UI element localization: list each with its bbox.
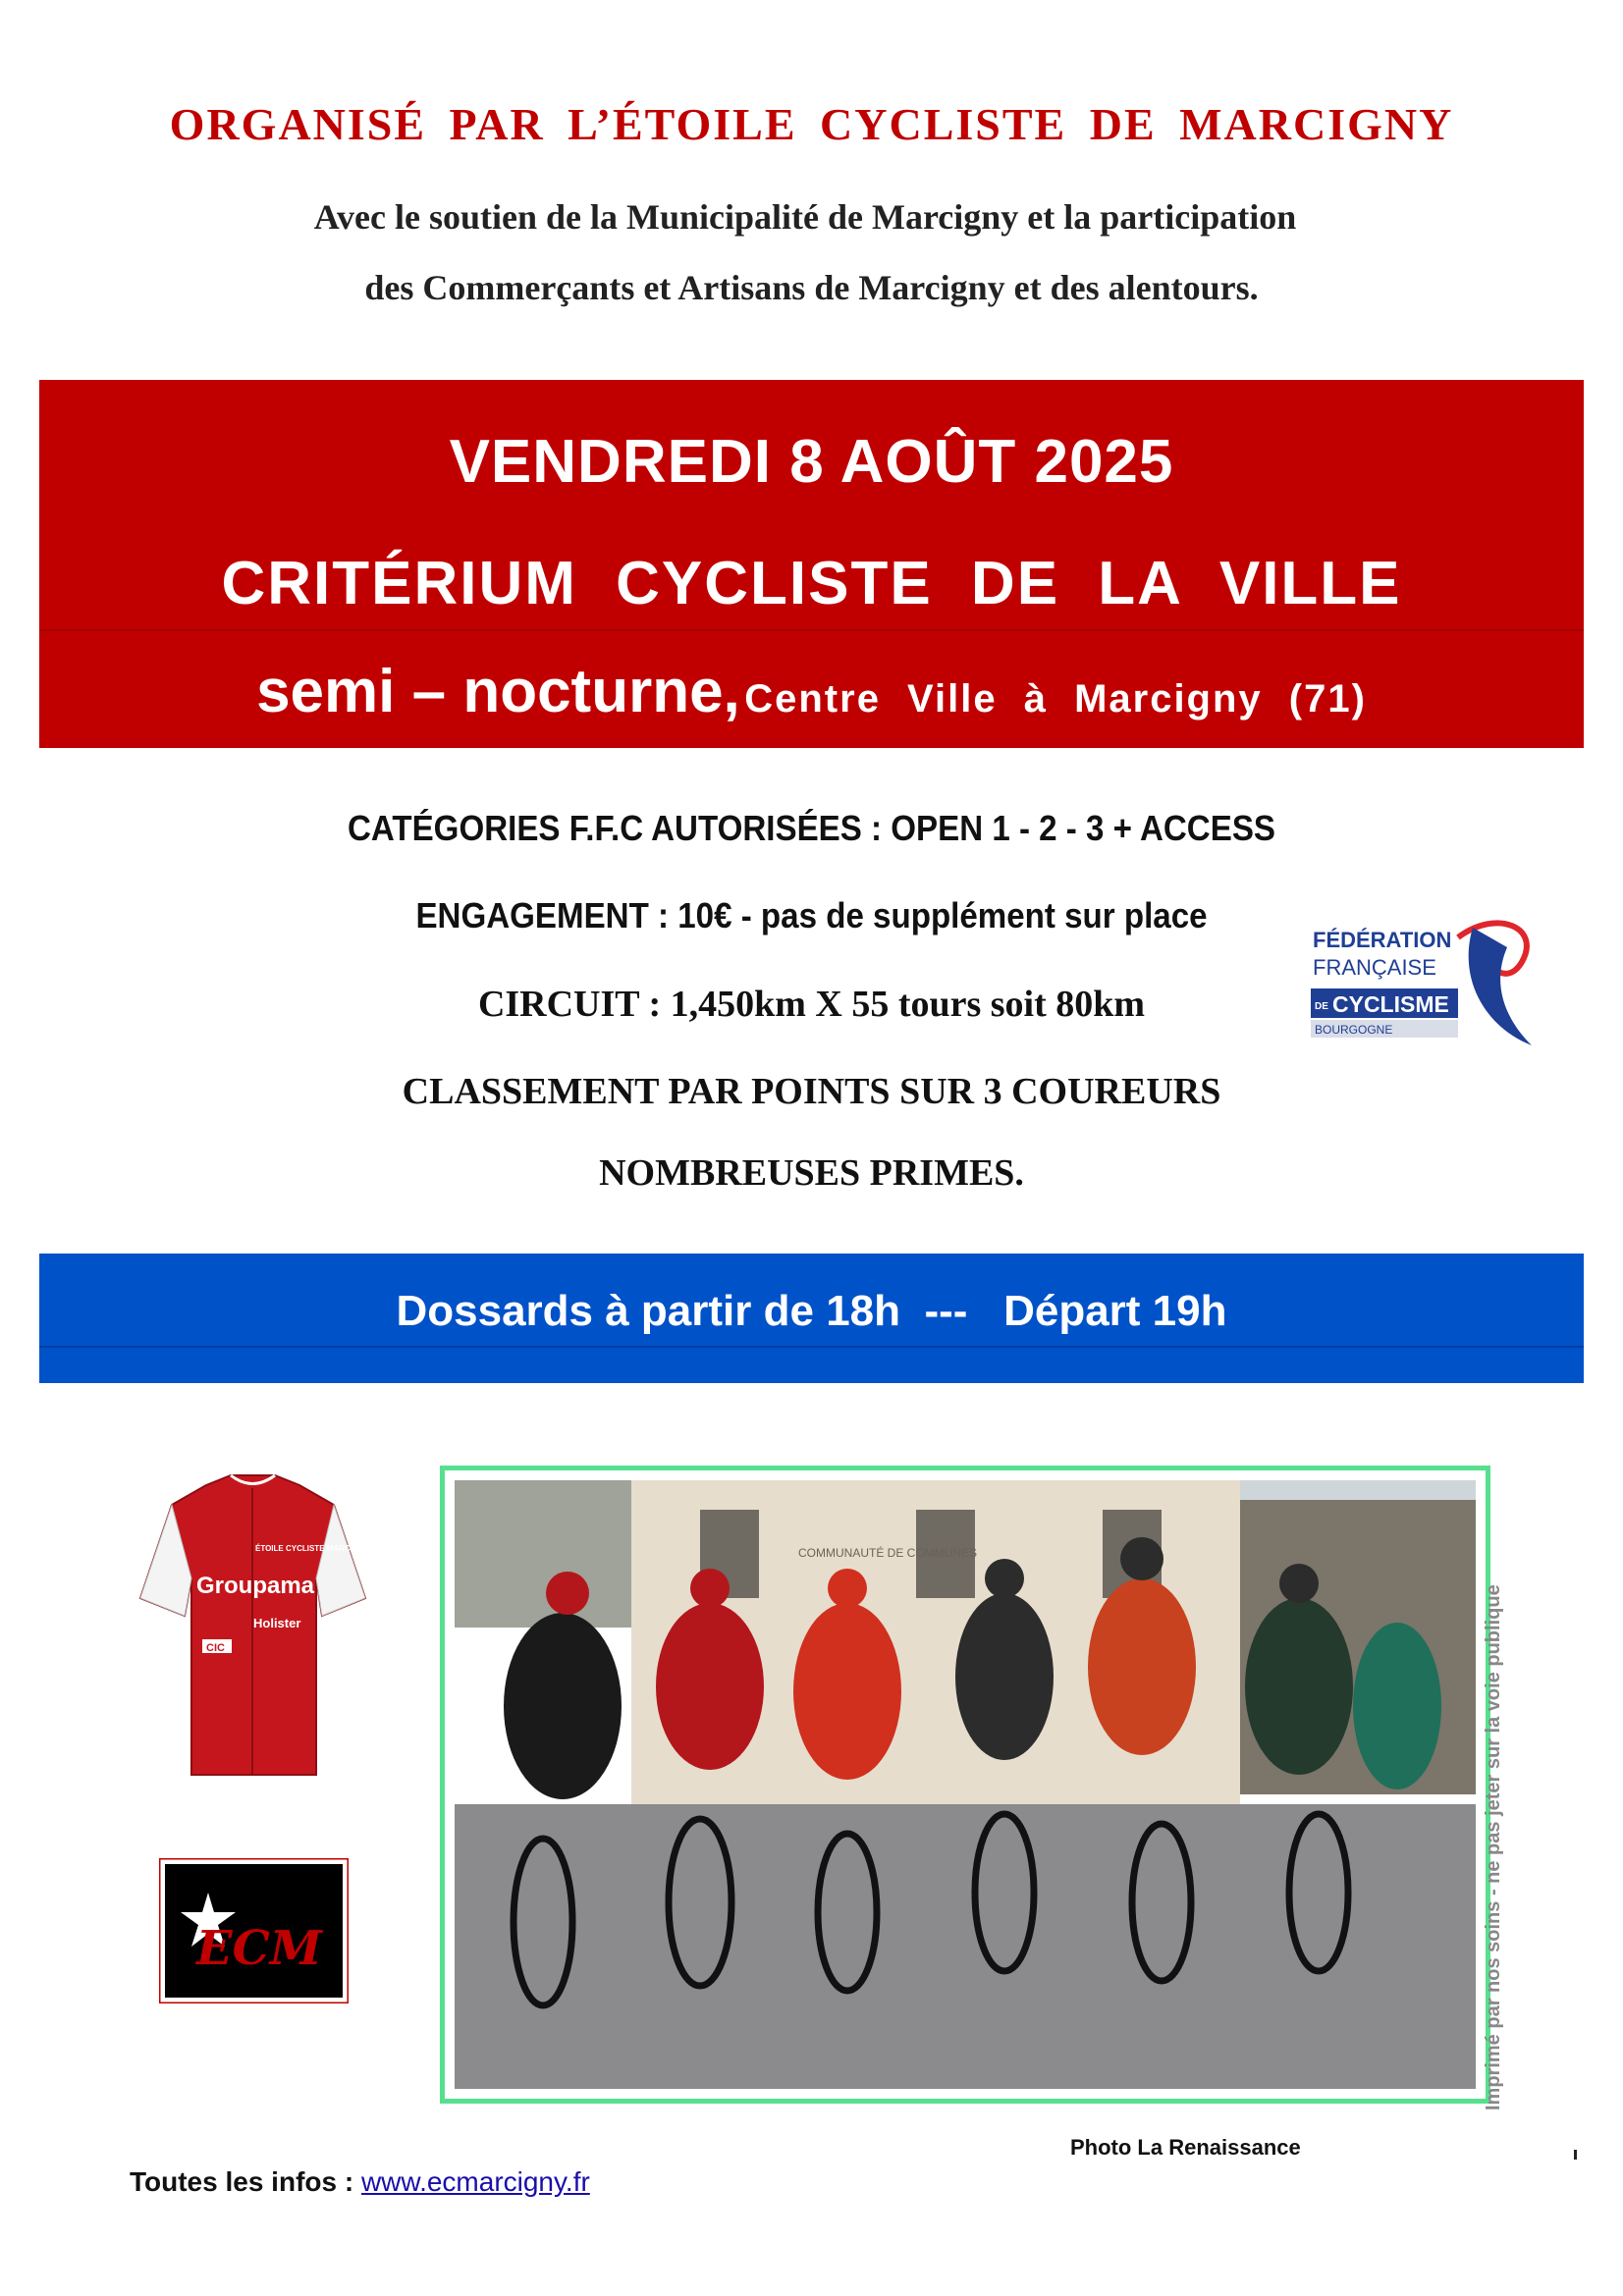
ffc-logo-graphic: [1311, 908, 1546, 1055]
schedule-banner: [39, 1254, 1584, 1383]
ecm-logo-text: ECM: [196, 1921, 322, 1976]
ffc-line2: FRANÇAISE: [1313, 955, 1436, 980]
schedule-text: Dossards à partir de 18h --- Départ 19h: [396, 1287, 1227, 1335]
ffc-swoosh-blue: [1469, 928, 1532, 1045]
ffc-line1: FÉDÉRATION: [1313, 928, 1452, 952]
banner-divider: [39, 629, 1584, 631]
race-photo-frame: [440, 1466, 1490, 2104]
ffc-bourgogne-logo: [1311, 908, 1546, 1055]
engagement-line: ENGAGEMENT : 10€ - pas de supplément sur place: [415, 895, 1208, 935]
primes-line: NOMBREUSES PRIMES.: [599, 1152, 1024, 1194]
event-subtitle: [39, 657, 1584, 726]
event-banner: [39, 380, 1584, 748]
race-photo: [455, 1480, 1476, 2089]
support-line-1: Avec le soutien de la Municipalité de Marcigny et la participation: [313, 197, 1297, 237]
ffc-line3: CYCLISME: [1332, 991, 1449, 1017]
jersey-sponsor1: Holister: [253, 1616, 301, 1630]
photo-building-sign: COMMUNAUTÉ DE COMMUNES: [798, 1546, 977, 1560]
jersey-sponsor2: CIC: [206, 1642, 225, 1654]
ecm-club-logo: [159, 1858, 349, 2003]
event-subtitle-main: semi – nocturne,: [256, 658, 740, 725]
support-line-2: des Commerçants et Artisans de Marcigny et des alentours.: [364, 268, 1259, 307]
club-jersey-image: [137, 1470, 368, 1789]
footer-infos-label: Toutes les infos :: [130, 2166, 361, 2197]
website-link[interactable]: www.ecmarcigny.fr: [360, 2166, 590, 2197]
footer-infos: [130, 2166, 590, 2198]
circuit-line: CIRCUIT : 1,450km X 55 tours soit 80km: [477, 984, 1146, 1025]
photo-road: [455, 1804, 1476, 2089]
jersey-brand: Groupama: [196, 1573, 315, 1599]
categories-line: CATÉGORIES F.F.C AUTORISÉES : OPEN 1 - 2 - 3 + ACCESS: [347, 808, 1276, 848]
ecm-logo-graphic: [159, 1858, 349, 2003]
ffc-de: DE: [1315, 1001, 1328, 1012]
schedule-divider: [39, 1346, 1584, 1348]
classement-line: CLASSEMENT PAR POINTS SUR 3 COUREURS: [402, 1071, 1221, 1112]
ffc-region: BOURGOGNE: [1315, 1023, 1393, 1037]
event-title: CRITÉRIUM CYCLISTE DE LA VILLE: [221, 550, 1402, 617]
jersey-club: ÉTOILE CYCLISTE MARCIGNY: [255, 1544, 368, 1553]
organiser-heading: ORGANISÉ PAR L’ÉTOILE CYCLISTE DE MARCIGNY: [169, 99, 1454, 149]
photo-credit: Photo La Renaissance: [1070, 2135, 1301, 2160]
jersey-graphic: [137, 1470, 368, 1789]
event-date: VENDREDI 8 AOÛT 2025: [449, 428, 1174, 496]
print-notice: Imprimé par nos soins - ne pas jeter sur la voie publique: [1483, 1584, 1504, 2110]
event-location: Centre Ville à Marcigny (71): [744, 677, 1367, 721]
corner-mark: [1574, 2150, 1577, 2160]
